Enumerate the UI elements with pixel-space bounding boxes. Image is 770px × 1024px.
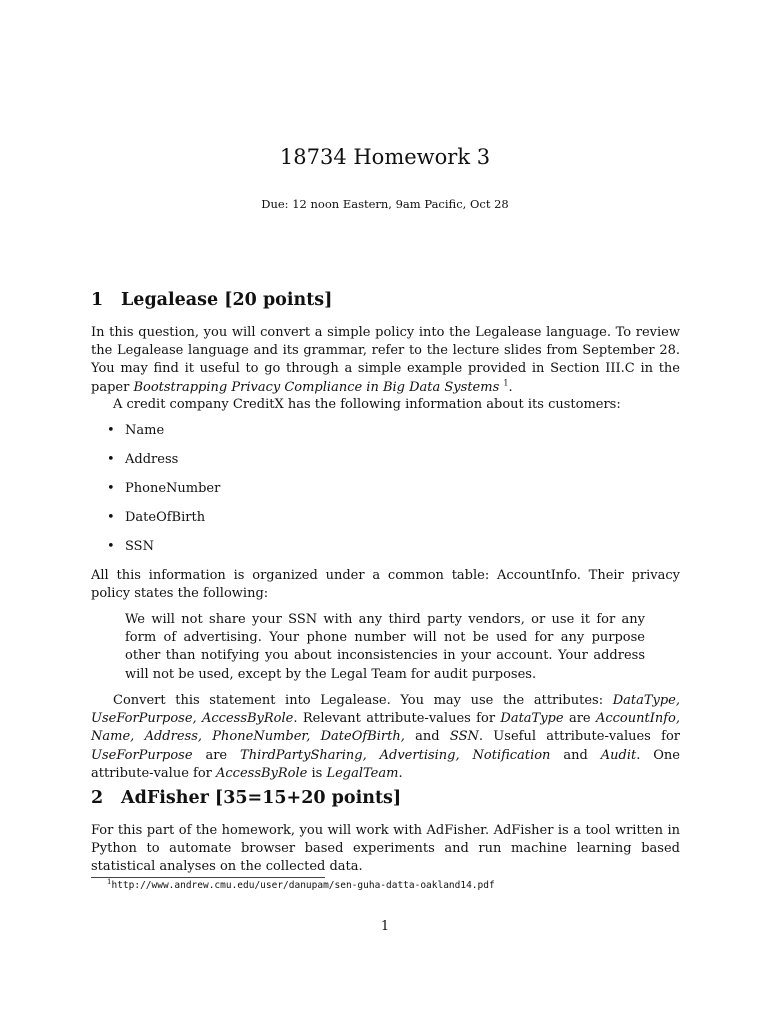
document-title: 18734 Homework 3 bbox=[279, 145, 491, 169]
intro-suffix: . bbox=[508, 379, 513, 395]
list-item: • Address bbox=[107, 452, 179, 467]
list-item: • SSN bbox=[107, 539, 154, 554]
section-1-intro bbox=[91, 324, 680, 397]
footnote bbox=[107, 879, 495, 893]
list-item: • PhoneNumber bbox=[107, 481, 221, 496]
credit-line: A credit company CreditX has the following information about its customers: bbox=[113, 397, 621, 412]
page-number: 1 bbox=[380, 919, 390, 934]
section-2-intro: For this part of the homework, you will work with AdFisher. AdFisher is a tool written in Python to automate browser based experiments and run machine learning based statistical analyses on the collected data. bbox=[91, 823, 680, 875]
info-list bbox=[107, 422, 220, 567]
due-date: Due: 12 noon Eastern, 9am Pacific, Oct 28 bbox=[261, 197, 509, 211]
list-item: • Name bbox=[107, 423, 165, 438]
intro-text: In this question, you will convert a simple policy into the Legalease language. To review the Legalease language and its grammar, refer to the lecture slides from September 28. You may find it useful to go through a simple example provided in Section III.C in the paper bbox=[91, 325, 680, 395]
section-2-title: AdFisher [35=15+20 points] bbox=[121, 788, 402, 808]
footnote-marker: 1 bbox=[503, 378, 509, 388]
section-2-number: 2 bbox=[91, 788, 104, 808]
convert-paragraph: Convert this statement into Legalease. You may use the attributes: DataType, UseForPurpose, AccessByRole. Relevant attribute-values for DataType are AccountInfo, Name, Address, PhoneNumber, DateOfBirth, and SSN. Useful attribute-values for UseForPurpose are ThirdPartySharing, Advertising, Notification and Audit. One attribute-value for AccessByRole is LegalTeam. bbox=[91, 693, 680, 781]
list-item: • DateOfBirth bbox=[107, 510, 206, 525]
section-1-number: 1 bbox=[91, 290, 104, 310]
footnote-url[interactable]: http://www.andrew.cmu.edu/user/danupam/sen-guha-datta-oakland14.pdf bbox=[111, 880, 495, 891]
policy-quote: We will not share your SSN with any third party vendors, or use it for any form of advertising. Your phone number will not be used for any purpose other than notifying you about inconsistencies in your account. Your address will not be used, except by the Legal Team for audit purposes. bbox=[125, 612, 645, 682]
footnote-rule bbox=[91, 877, 325, 878]
footnote-number: 1 bbox=[107, 877, 112, 886]
table-paragraph: All this information is organized under a common table: AccountInfo. Their privacy policy states the following: bbox=[91, 568, 680, 602]
section-2-heading bbox=[91, 786, 401, 810]
section-1-title: Legalease [20 points] bbox=[121, 290, 333, 310]
paper-title: Bootstrapping Privacy Compliance in Big Data Systems bbox=[133, 379, 500, 395]
section-1-heading bbox=[91, 288, 332, 312]
